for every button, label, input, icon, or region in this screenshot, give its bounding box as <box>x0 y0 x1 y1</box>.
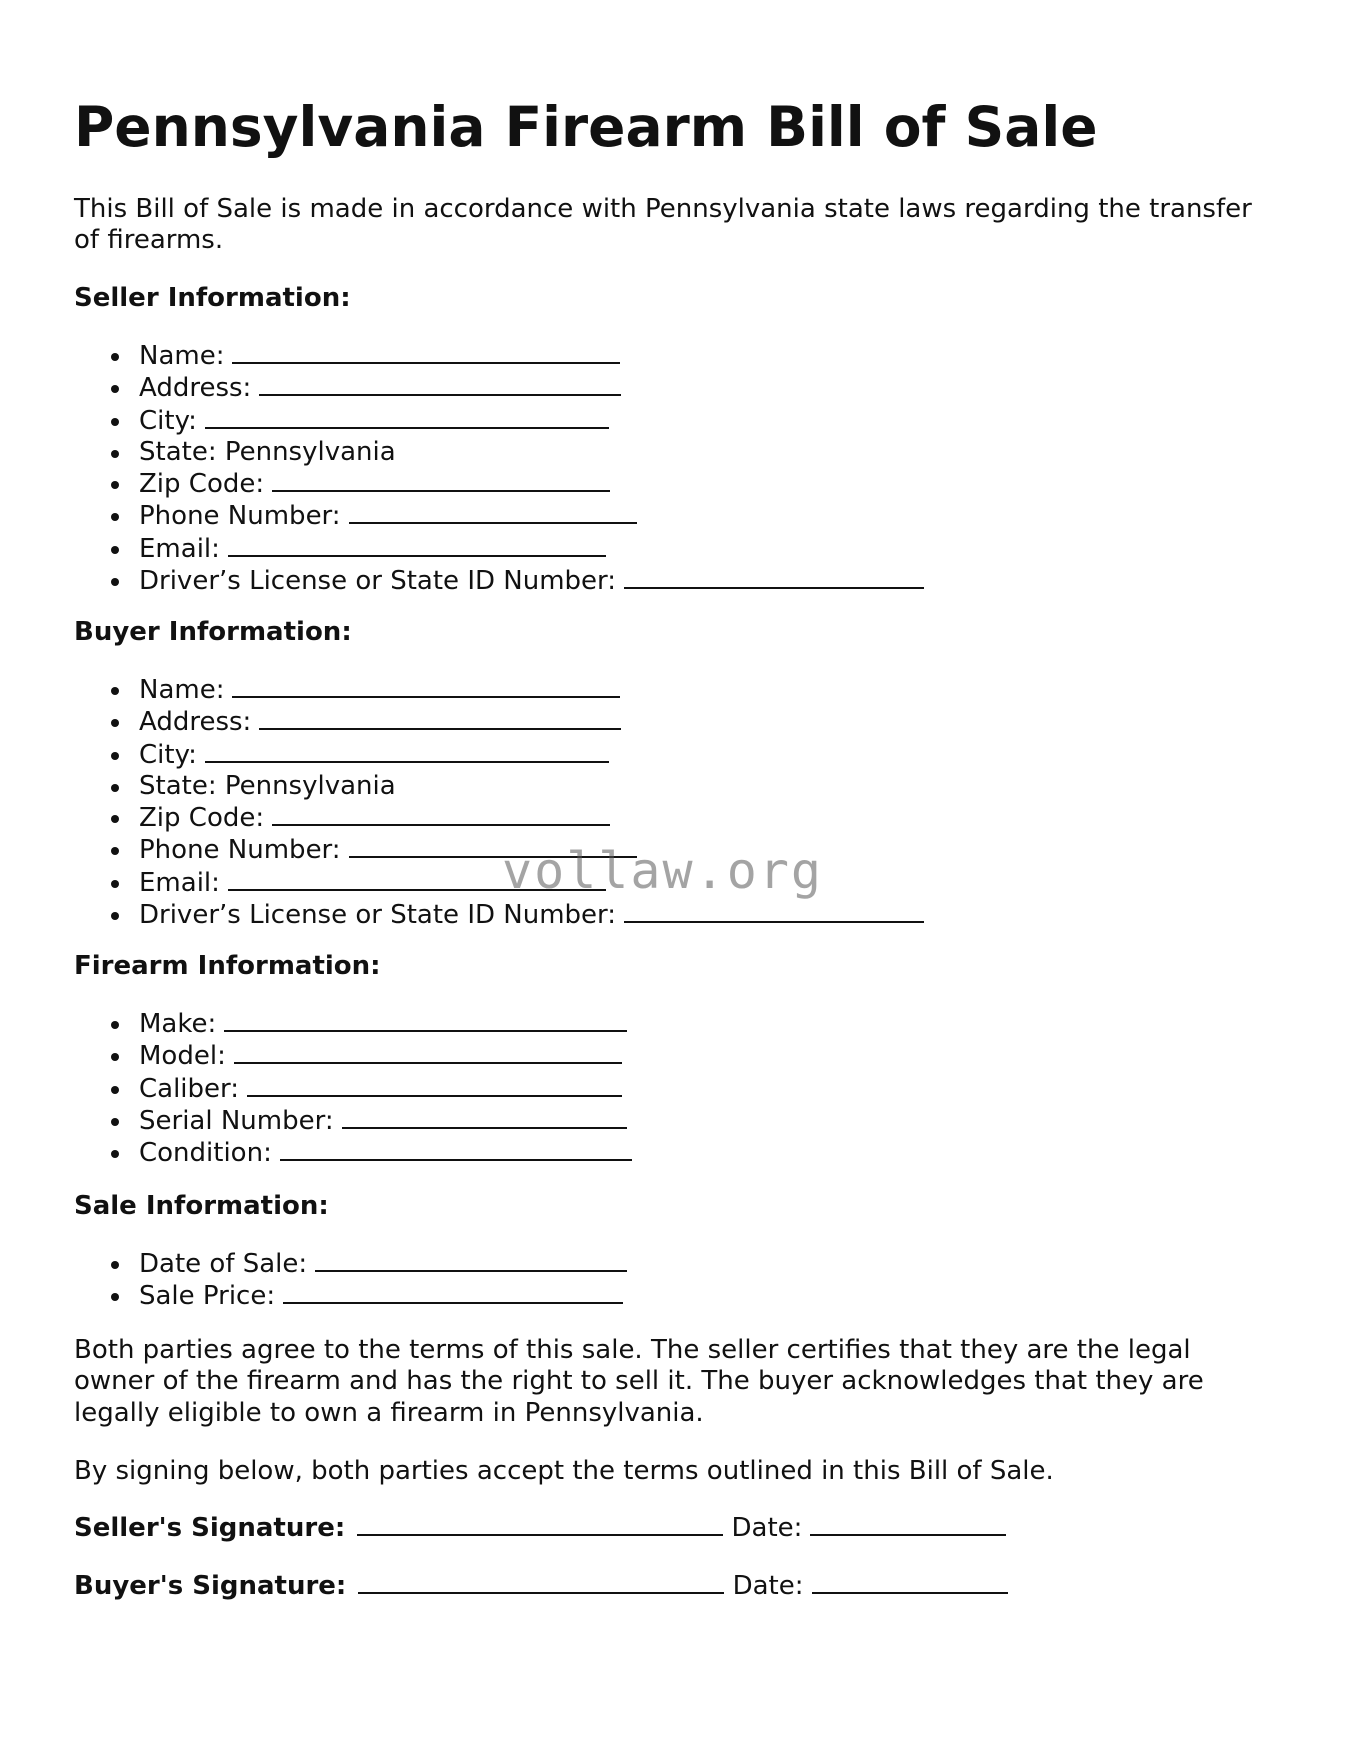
firearm-condition-blank[interactable] <box>280 1137 632 1161</box>
sale-price-item <box>139 1280 627 1312</box>
seller-phone-item <box>139 500 924 532</box>
firearm-model-item <box>139 1040 632 1072</box>
field-label: Zip Code: <box>139 469 265 500</box>
buyer-city-item <box>139 739 924 771</box>
seller-name-item <box>139 340 924 372</box>
seller-date-line[interactable] <box>810 1512 1006 1536</box>
buyer-name-blank[interactable] <box>232 674 620 698</box>
field-label: Date of Sale: <box>139 1249 308 1279</box>
seller-license-item <box>139 565 924 597</box>
sale-heading: Sale Information: <box>74 1191 329 1221</box>
buyer-zip-blank[interactable] <box>272 802 610 826</box>
seller-signature-row <box>74 1512 1006 1544</box>
buyer-signature-row <box>74 1570 1008 1602</box>
field-label: Name: <box>139 675 225 705</box>
firearm-fields-list <box>74 1008 632 1169</box>
buyer-license-item <box>139 899 924 931</box>
seller-name-blank[interactable] <box>232 340 620 364</box>
seller-city-blank[interactable] <box>205 405 609 429</box>
firearm-caliber-item <box>139 1073 632 1105</box>
firearm-model-blank[interactable] <box>234 1040 622 1064</box>
seller-signature-label: Seller's Signature: <box>74 1513 346 1543</box>
seller-heading: Seller Information: <box>74 283 351 313</box>
buyer-state-item <box>139 771 924 802</box>
field-label: Phone Number: <box>139 835 341 866</box>
field-label: State: Pennsylvania <box>139 770 396 801</box>
firearm-caliber-blank[interactable] <box>247 1073 622 1097</box>
seller-license-blank[interactable] <box>624 565 924 589</box>
seller-email-blank[interactable] <box>228 533 606 557</box>
field-label: Make: <box>139 1009 217 1039</box>
sale-date-item <box>139 1248 627 1280</box>
field-label: Email: <box>139 867 220 898</box>
seller-address-blank[interactable] <box>259 372 621 396</box>
field-label: Sale Price: <box>139 1281 276 1312</box>
field-label: Address: <box>139 373 252 404</box>
buyer-license-blank[interactable] <box>624 899 924 923</box>
seller-phone-blank[interactable] <box>349 500 637 524</box>
firearm-condition-item <box>139 1137 632 1169</box>
buyer-city-blank[interactable] <box>205 739 609 763</box>
buyer-signature-label: Buyer's Signature: <box>74 1571 347 1601</box>
seller-zip-blank[interactable] <box>272 468 610 492</box>
seller-email-item <box>139 533 924 565</box>
field-label: Condition: <box>139 1138 272 1169</box>
field-label: City: <box>139 405 197 436</box>
sale-price-blank[interactable] <box>283 1280 623 1304</box>
buyer-date-label: Date: <box>732 1571 804 1601</box>
intro-paragraph: This Bill of Sale is made in accordance with Pennsylvania state laws regarding the transfer of firearms. <box>74 194 1252 256</box>
firearm-serial-item <box>139 1105 632 1137</box>
field-label: Address: <box>139 707 252 738</box>
field-label: Caliber: <box>139 1073 240 1104</box>
field-label: Serial Number: <box>139 1105 334 1136</box>
acceptance-paragraph: By signing below, both parties accept the terms outlined in this Bill of Sale. <box>74 1456 1054 1486</box>
document-title: Pennsylvania Firearm Bill of Sale <box>74 95 1098 159</box>
firearm-make-item <box>139 1008 632 1040</box>
seller-zip-item <box>139 468 924 500</box>
field-label: Driver’s License or State ID Number: <box>139 566 617 597</box>
field-label: City: <box>139 739 197 770</box>
sale-fields-list <box>74 1248 627 1313</box>
field-label: Email: <box>139 533 220 564</box>
field-label: Model: <box>139 1041 226 1072</box>
field-label: Name: <box>139 341 225 371</box>
seller-signature-line[interactable] <box>357 1512 723 1536</box>
sale-date-blank[interactable] <box>315 1248 627 1272</box>
seller-date-label: Date: <box>731 1513 803 1543</box>
field-label: Zip Code: <box>139 803 265 834</box>
buyer-date-line[interactable] <box>812 1570 1008 1594</box>
seller-fields-list <box>74 340 924 597</box>
buyer-zip-item <box>139 802 924 834</box>
firearm-heading: Firearm Information: <box>74 951 381 981</box>
buyer-address-blank[interactable] <box>259 706 621 730</box>
field-label: Driver’s License or State ID Number: <box>139 900 617 931</box>
seller-address-item <box>139 372 924 404</box>
watermark: vollaw.org <box>502 842 824 900</box>
agreement-paragraph: Both parties agree to the terms of this sale. The seller certifies that they are the legal owner of the firearm and has the right to sell it. The buyer acknowledges that they are legally eligible to own a firearm in Pennsylvania. <box>74 1335 1204 1428</box>
field-label: State: Pennsylvania <box>139 436 396 467</box>
field-label: Phone Number: <box>139 501 341 532</box>
buyer-heading: Buyer Information: <box>74 617 352 647</box>
buyer-name-item <box>139 674 924 706</box>
buyer-signature-line[interactable] <box>358 1570 724 1594</box>
seller-state-item <box>139 437 924 468</box>
firearm-serial-blank[interactable] <box>342 1105 627 1129</box>
seller-city-item <box>139 405 924 437</box>
firearm-make-blank[interactable] <box>224 1008 627 1032</box>
buyer-address-item <box>139 706 924 738</box>
